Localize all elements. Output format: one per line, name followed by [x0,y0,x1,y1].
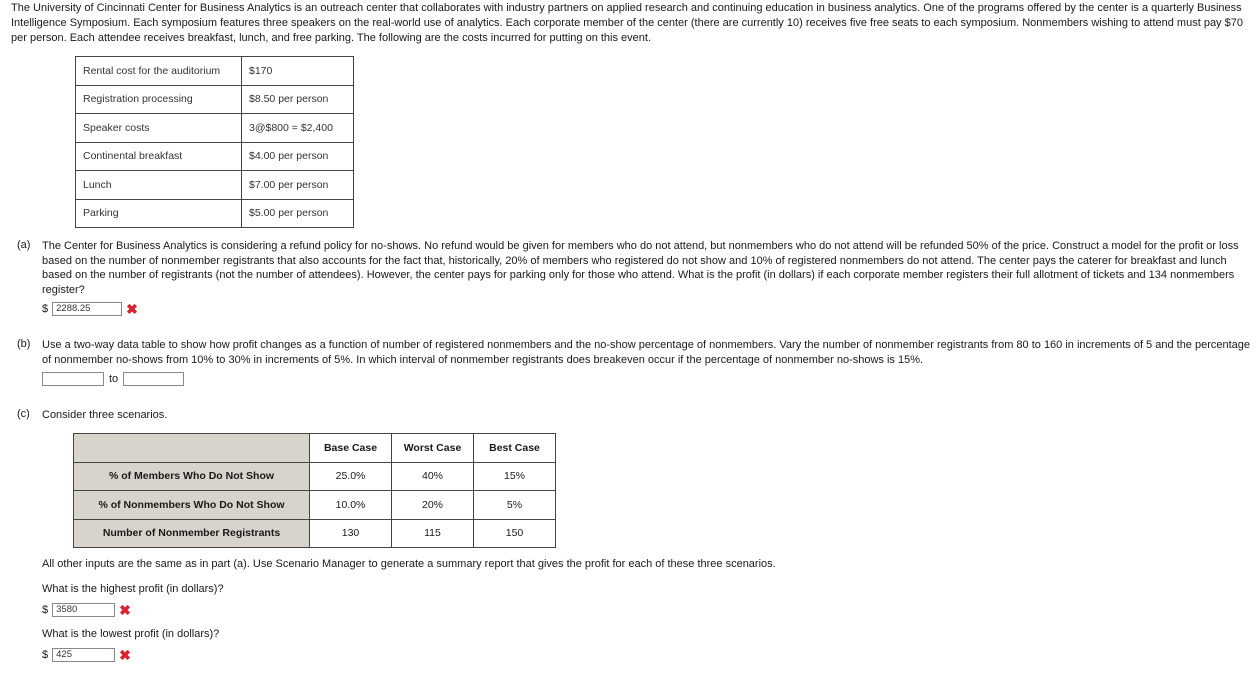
table-row [76,57,354,86]
part-b-answer-row [42,372,184,386]
currency-symbol: $ [42,649,49,661]
part-b-text: Use a two-way data table to show how profit changes as a function of number of registered nonmembers and the no-show percentage of nonmembers. Vary the number of nonmember registrants from 80 to 160 in increments of 5 and the percentage of nonmember no-shows from 10% to 30% in increments of 5%. In which interval of nonmember registrants does breakeven occur if the percentage of nonmember no-shows is 15%. [42,339,1251,366]
highest-profit-question: What is the highest profit (in dollars)? [42,583,224,595]
column-header: Best Case [474,434,556,463]
table-cell: 15% [474,462,556,491]
lowest-profit-answer-row [42,648,131,662]
cost-value: $5.00 per person [242,199,354,228]
table-cell: 20% [392,491,474,520]
lowest-profit-question: What is the lowest profit (in dollars)? [42,628,220,640]
incorrect-x-icon: ✖ [119,647,131,663]
table-cell: 115 [392,519,474,548]
row-header: % of Nonmembers Who Do Not Show [74,491,310,520]
row-header: % of Members Who Do Not Show [74,462,310,491]
table-cell: 5% [474,491,556,520]
scenario-table [73,433,556,548]
part-c-text: Consider three scenarios. [42,409,168,421]
table-row [76,114,354,143]
part-a-answer-row [42,302,138,316]
part-b-label: (b) [17,338,31,350]
lowest-profit-input[interactable]: 425 [52,648,115,662]
table-cell: 10.0% [310,491,392,520]
to-label: to [109,373,119,385]
table-cell: 25.0% [310,462,392,491]
part-c-label: (c) [17,408,30,420]
table-row [74,491,556,520]
table-row [76,142,354,171]
table-row [76,85,354,114]
currency-symbol: $ [42,303,49,315]
table-row [76,171,354,200]
cost-label: Lunch [76,171,242,200]
cost-label: Parking [76,199,242,228]
table-cell: 40% [392,462,474,491]
table-row [76,199,354,228]
currency-symbol: $ [42,604,49,616]
cost-value: $170 [242,57,354,86]
column-header: Worst Case [392,434,474,463]
problem-intro: The University of Cincinnati Center for Business Analytics is an outreach center that collaborates with industry partners on applied research and continuing education in business analytics. One of the programs offered by the center is a quarterly Business Intelligence Symposium. Each symposium features three speakers on the real-world use of analytics. Each corporate member of the center (there are currently 10) receives five free seats to each symposium. Nonmembers wishing to attend must pay $70 per person. Each attendee receives breakfast, lunch, and free parking. The following are the costs incurred for putting on this event. [11,2,1243,44]
part-c-note: All other inputs are the same as in part (a). Use Scenario Manager to generate a summary report that gives the profit for each of these three scenarios. [42,558,776,570]
cost-value: 3@$800 = $2,400 [242,114,354,143]
cost-value: $7.00 per person [242,171,354,200]
cost-label: Rental cost for the auditorium [76,57,242,86]
row-header: Number of Nonmember Registrants [74,519,310,548]
table-row [74,462,556,491]
cost-label: Speaker costs [76,114,242,143]
interval-from-input[interactable] [42,372,104,386]
part-a-answer-input[interactable]: 2288.25 [52,302,122,316]
cost-table [75,56,354,228]
table-header-row [74,434,556,463]
incorrect-x-icon: ✖ [126,301,138,317]
table-row [74,519,556,548]
cost-value: $4.00 per person [242,142,354,171]
table-cell: 150 [474,519,556,548]
highest-profit-answer-row [42,603,131,617]
table-corner-cell [74,434,310,463]
cost-value: $8.50 per person [242,85,354,114]
incorrect-x-icon: ✖ [119,602,131,618]
column-header: Base Case [310,434,392,463]
cost-label: Registration processing [76,85,242,114]
interval-to-input[interactable] [123,372,184,386]
part-a-text: The Center for Business Analytics is considering a refund policy for no-shows. No refund would be given for members who do not attend, but nonmembers who do not attend will be refunded 50% of the price. Construct a model for the profit or loss based on the number of nonmember registrants that also accounts for the fact that, historically, 20% of members who registered do not show and 10% of registered nonmembers do not attend. The center pays the caterer for breakfast and lunch based on the number of registrants (not the number of attendees). However, the center pays for parking only for those who attend. What is the profit (in dollars) if each corporate member registers their full allotment of tickets and 134 nonmembers register? [42,240,1239,296]
cost-label: Continental breakfast [76,142,242,171]
table-cell: 130 [310,519,392,548]
part-a-label: (a) [17,239,31,251]
highest-profit-input[interactable]: 3580 [52,603,115,617]
